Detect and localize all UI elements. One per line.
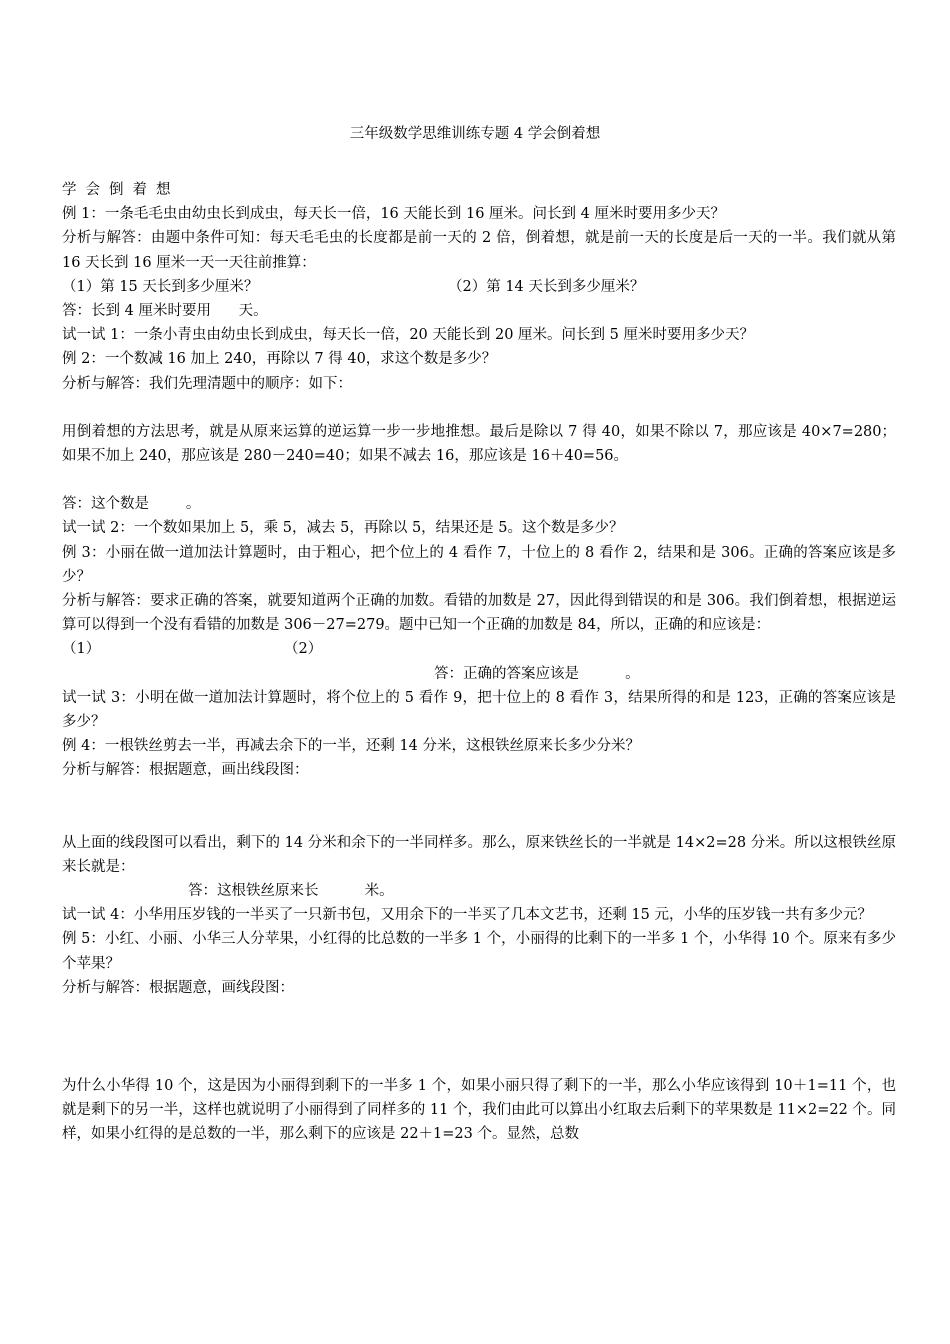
example-4-answer: 答：这根铁丝原来长 米。 — [188, 883, 394, 900]
example-5-explain: 为什么小华得 10 个，这是因为小丽得到剩下的一半多 1 个，如果小丽只得了剩下的一半，那么小华应该得到 10＋1=11 个，也就是剩下的另一半，这样也就说明了小丽得到了同样多的 11 个，我们由此可以算出小红取去后剩下的苹果数是 11×2=22 个。同样，如果小红得的是总数的一半，那么剩下的应该是 22＋1=23 个。显然，总数 — [62, 1078, 896, 1143]
blank-space — [62, 468, 896, 492]
example-2-method: 用倒着想的方法思考，就是从原来运算的逆运算一步一步地推想。最后是除以 7 得 40，如果不除以 7，那应该是 40×7=280；如果不加上 240，那应该是 280－240=40；如果不减去 16，那应该是 16＋40=56。 — [62, 423, 896, 465]
operation-diagram-space — [62, 396, 896, 420]
example-2-question: 例 2：一个数减 16 加上 240，再除以 7 得 40，求这个数是多少？ — [62, 351, 497, 368]
try-1: 试一试 1：一条小青虫由幼虫长到成虫，每天长一倍，20 天能长到 20 厘米。问长到 5 厘米时要用多少天？ — [62, 327, 755, 344]
try-3: 试一试 3：小明在做一道加法计算题时，将个位上的 5 看作 9，把十位上的 8 看作 3，结果所得的和是 123，正确的答案应该是多少？ — [62, 689, 896, 731]
example-1-step-1: （1）第 15 天长到多少厘米？ — [62, 278, 259, 295]
try-4: 试一试 4：小华用压岁钱的一半买了一只新书包，又用余下的一半买了几本文艺书，还剩 15 元，小华的压岁钱一共有多少元？ — [62, 907, 872, 924]
example-2-analysis: 分析与解答：我们先理清题中的顺序：如下： — [62, 375, 352, 392]
example-5-analysis: 分析与解答：根据题意，画线段图： — [62, 979, 294, 996]
example-1-question: 例 1：一条毛毛虫由幼虫长到成虫，每天长一倍，16 天能长到 16 厘米。问长到 4 厘米时要用多少天？ — [62, 206, 726, 223]
example-1-answer: 答：长到 4 厘米时要用 天。 — [62, 303, 268, 319]
example-4-analysis: 分析与解答：根据题意，画出线段图： — [62, 762, 309, 779]
example-1-analysis: 分析与解答：由题中条件可知：每天毛毛虫的长度都是前一天的 2 倍，倒着想，就是前一天的长度是后一天的一半。我们就从第 16 天长到 16 厘米一天一天往前推算： — [62, 230, 896, 271]
example-3-step-1: （1） — [62, 641, 101, 658]
line-diagram-space — [62, 783, 896, 831]
example-3-step-2: （2） — [284, 641, 323, 658]
example-5-question: 例 5：小红、小丽、小华三人分苹果，小红得的比总数的一半多 1 个，小丽得的比剩下的一半多 1 个，小华得 10 个。原来有多少个苹果？ — [62, 931, 896, 972]
example-3-answer: 答：正确的答案应该是 。 — [434, 665, 640, 682]
example-4-question: 例 4：一根铁丝剪去一半，再减去余下的一半，还剩 14 分米，这根铁丝原来长多少分米？ — [62, 738, 640, 755]
example-1-step-2: （2）第 14 天长到多少厘米？ — [448, 278, 645, 295]
example-4-explain: 从上面的线段图可以看出，剩下的 14 分米和余下的一半同样多。那么，原来铁丝长的一半就是 14×2=28 分米。所以这根铁丝原来长就是： — [62, 834, 896, 875]
example-3-steps — [62, 637, 896, 661]
example-3-question: 例 3：小丽在做一道加法计算题时，由于粗心，把个位上的 4 看作 7，十位上的 8 看作 2，结果和是 306。正确的答案应该是多少？ — [62, 544, 896, 585]
example-2-answer: 答：这个数是 。 — [62, 496, 201, 513]
example-3-analysis: 分析与解答：要求正确的答案，就要知道两个正确的加数。看错的加数是 27，因此得到错误的和是 306。我们倒着想，根据逆运算可以得到一个没有看错的加数是 306－27=279。题中已知一个正确的加数是 84，所以，正确的和应该是： — [62, 593, 896, 634]
example-1-steps — [62, 275, 896, 299]
document-title: 三年级数学思维训练专题 4 学会倒着想 — [349, 126, 601, 142]
document-body — [62, 178, 896, 1147]
line-diagram-space-2 — [62, 1000, 896, 1074]
section-heading: 学会倒着想 — [62, 182, 180, 198]
try-2: 试一试 2：一个数如果加上 5，乘 5，减去 5，再除以 5，结果还是 5。这个数是多少？ — [62, 520, 624, 537]
